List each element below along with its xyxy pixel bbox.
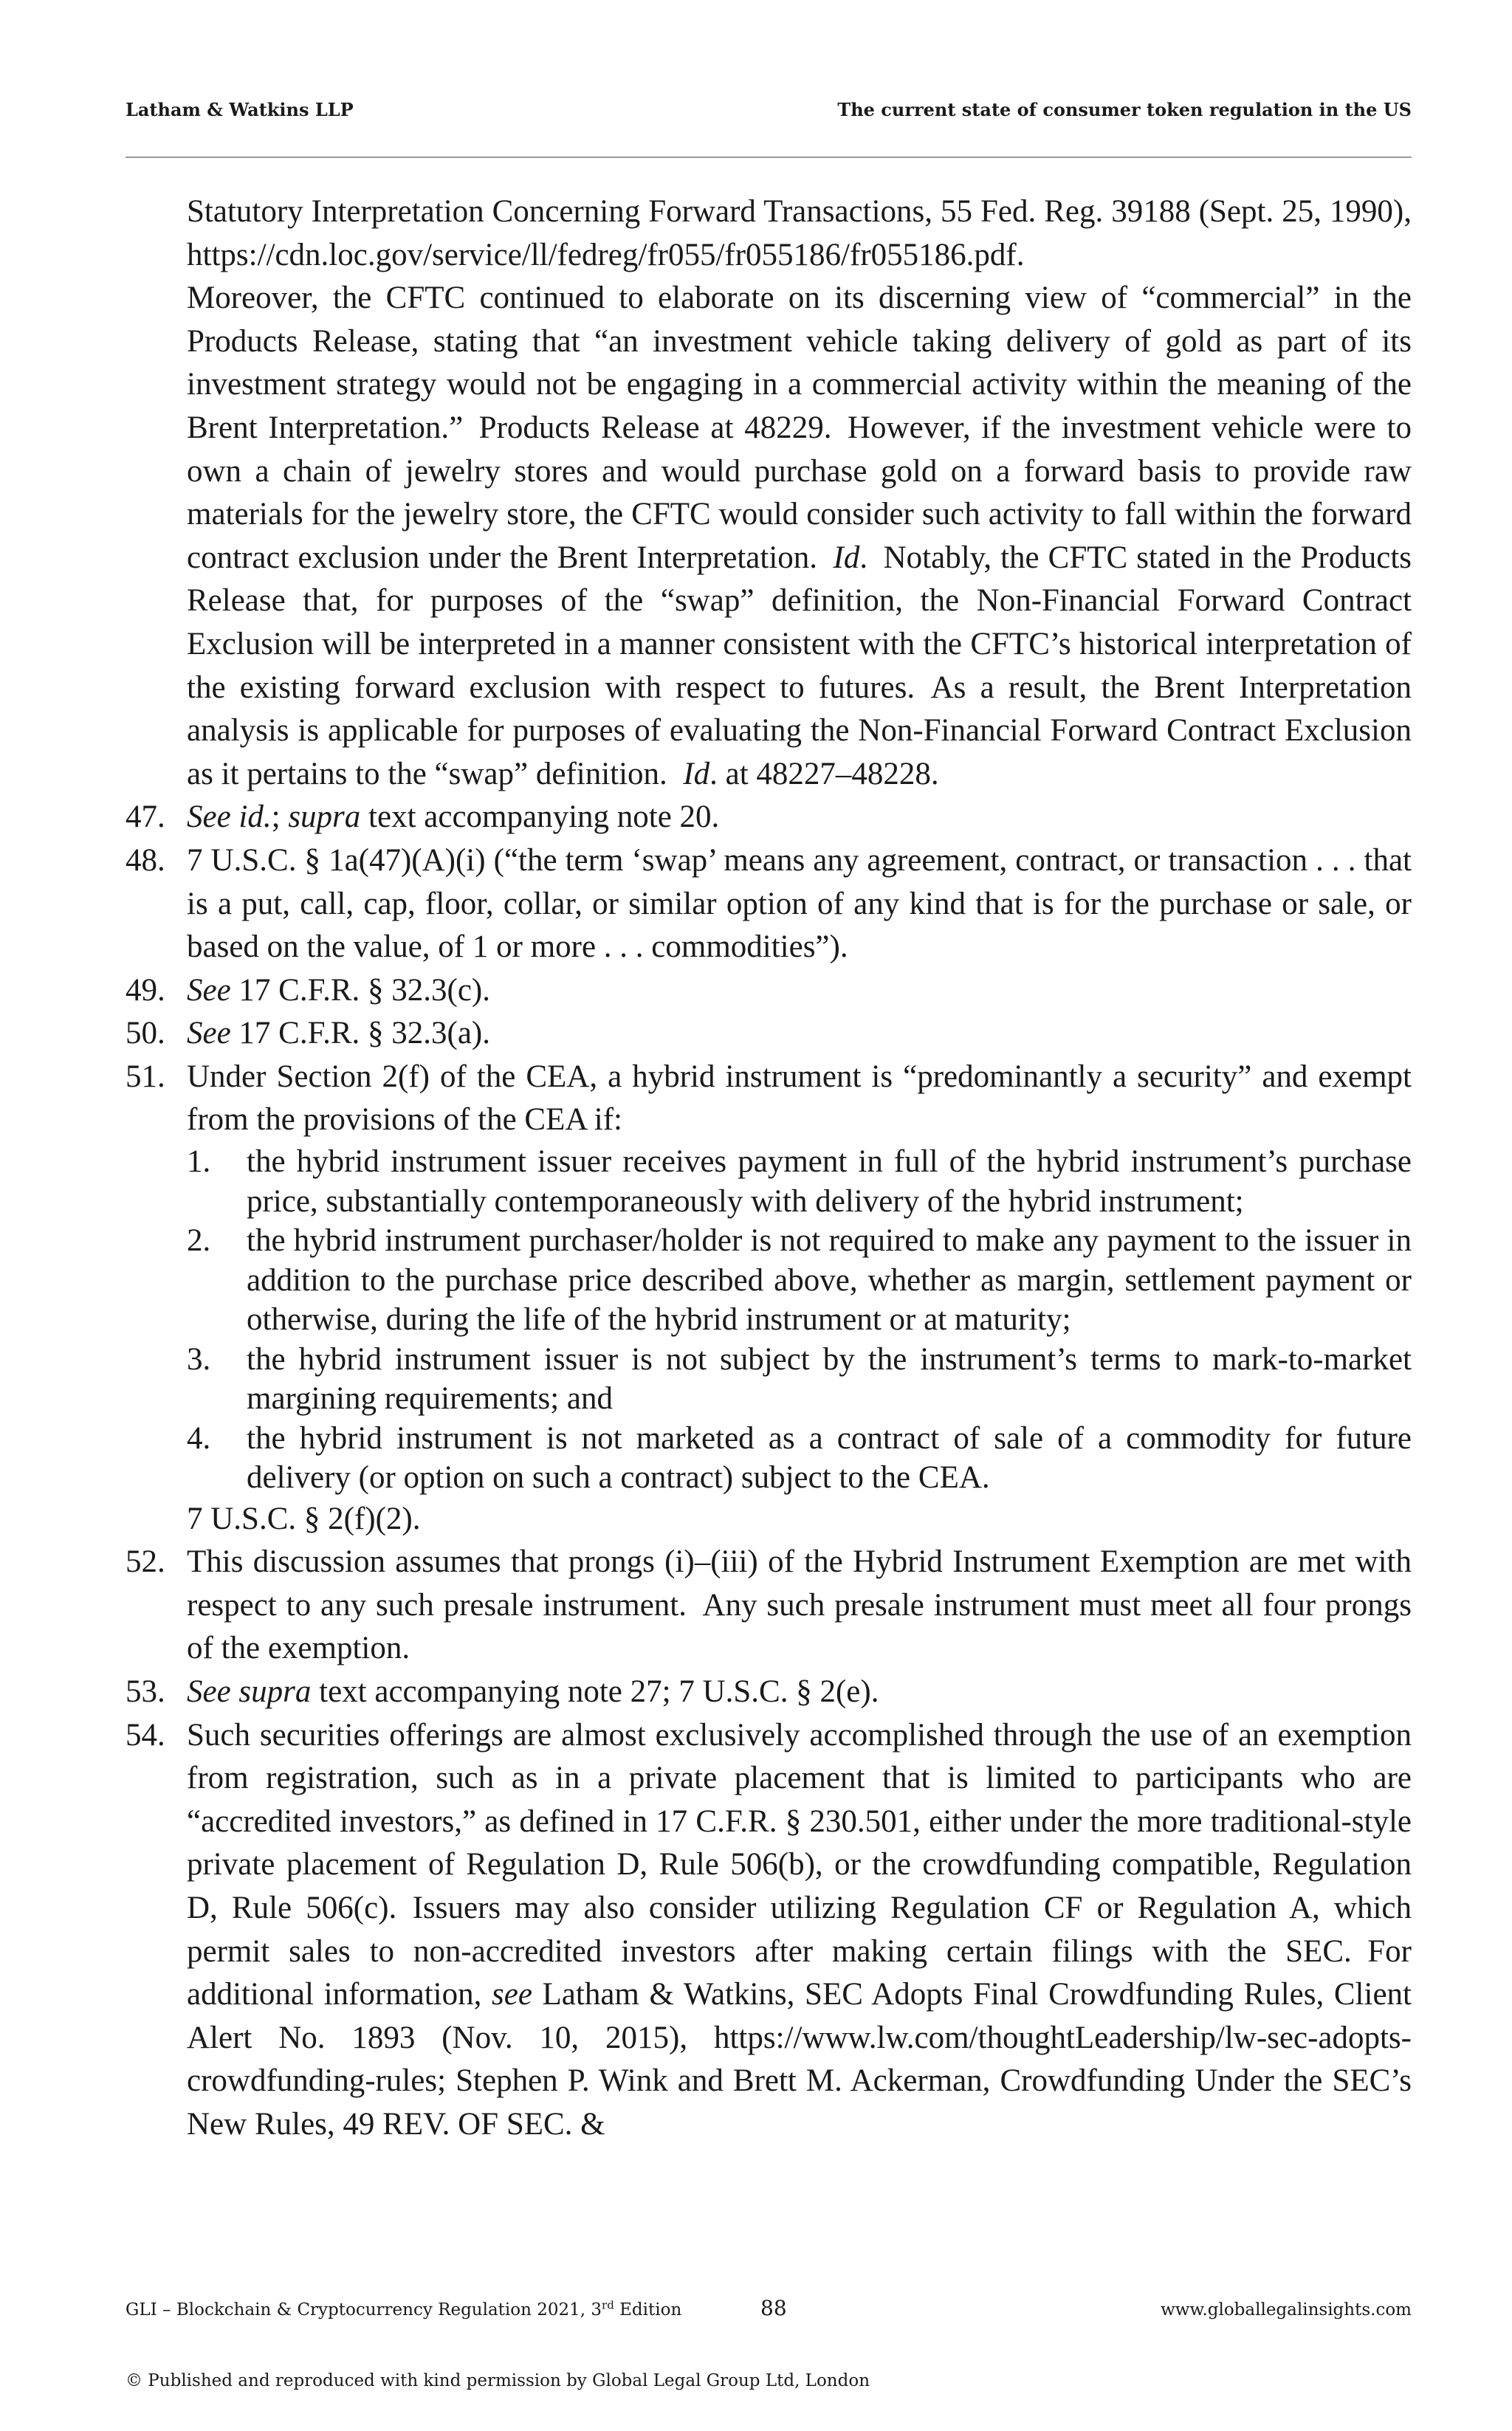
list-item-number: 4. bbox=[187, 1420, 211, 1456]
footnote-51-citation: 7 U.S.C. § 2(f)(2). bbox=[187, 1501, 421, 1536]
continuation-text: . at 48227–48228. bbox=[709, 756, 939, 791]
footer-copyright: © Published and reproduced with kind permission by Global Legal Group Ltd, London bbox=[126, 2371, 870, 2390]
italic-supra: supra bbox=[288, 800, 361, 835]
footnote-number: 47. bbox=[126, 800, 165, 835]
list-item-number: 1. bbox=[187, 1144, 211, 1180]
footer-website: www.globallegalinsights.com bbox=[1161, 2300, 1412, 2320]
footnote-52 bbox=[126, 1541, 1412, 1671]
footnote-number: 51. bbox=[126, 1059, 165, 1094]
footnote-49 bbox=[126, 969, 1412, 1013]
footnote-number: 54. bbox=[126, 1717, 165, 1753]
footnote-text: Latham & Watkins, SEC Adopts Final Crowdfunding Rules, Client Alert No. 1893 (Nov. 10, 2015), https://www.lw.com/thoughtLeadership/lw-sec-adopts-crowdfunding-rules; Stephen P. Wink and Brett M. Ackerman, Crowdfunding Under the SEC’s New Rules, 49 REV. OF SEC. & bbox=[187, 1977, 1412, 2142]
header-divider bbox=[126, 157, 1412, 158]
footnote-number: 48. bbox=[126, 842, 165, 878]
footnote-text: text accompanying note 20. bbox=[360, 800, 720, 835]
footer-edition-text: Edition bbox=[614, 2300, 682, 2320]
footnote-number: 49. bbox=[126, 972, 165, 1008]
footnote-47 bbox=[126, 796, 1412, 839]
footnote-51-item-4 bbox=[126, 1419, 1412, 1498]
footnote-48 bbox=[126, 839, 1412, 969]
footer-edition-superscript: rd bbox=[602, 2298, 614, 2312]
list-item-text: the hybrid instrument issuer is not subject by the instrument’s terms to mark-to-market margining requirements; and bbox=[247, 1341, 1412, 1417]
footnote-51-item-3 bbox=[126, 1340, 1412, 1419]
italic-id: Id bbox=[833, 540, 860, 575]
italic-see-supra: See supra bbox=[187, 1674, 312, 1709]
italic-see: See bbox=[187, 972, 231, 1008]
list-item-number: 3. bbox=[187, 1341, 211, 1377]
italic-id: Id bbox=[683, 756, 710, 791]
header-article-title: The current state of consumer token regulation in the US bbox=[837, 99, 1412, 120]
list-item-text: the hybrid instrument issuer receives payment in full of the hybrid instrument’s purchase price, substantially contemporaneously with delivery of the hybrid instrument; bbox=[247, 1144, 1412, 1219]
footnote-text: This discussion assumes that prongs (i)–(iii) of the Hybrid Instrument Exemption are met with respect to any such presale instrument. Any such presale instrument must meet all four prongs of the exemption. bbox=[187, 1544, 1412, 1666]
footnote-53 bbox=[126, 1671, 1412, 1714]
footnote-text: Under Section 2(f) of the CEA, a hybrid instrument is “predominantly a security” and exempt from the provisions of the CEA if: bbox=[187, 1059, 1412, 1138]
italic-see: See bbox=[187, 1016, 231, 1051]
footnote-number: 52. bbox=[126, 1544, 165, 1580]
footer-publication-text: GLI – Blockchain & Cryptocurrency Regulation 2021, 3 bbox=[126, 2300, 602, 2320]
footnotes-body bbox=[126, 190, 1412, 2146]
footnote-51-item-2 bbox=[126, 1221, 1412, 1340]
footnote-number: 53. bbox=[126, 1674, 165, 1709]
italic-see: see bbox=[492, 1977, 532, 2012]
footnote-51 bbox=[126, 1056, 1412, 1142]
footnote-54 bbox=[126, 1714, 1412, 2147]
footnote-text: 17 C.F.R. § 32.3(a). bbox=[230, 1016, 490, 1051]
footnote-51-item-1 bbox=[126, 1142, 1412, 1221]
header-publisher: Latham & Watkins LLP bbox=[126, 99, 354, 120]
footnote-text: Such securities offerings are almost exclusively accomplished through the use of an exemption from registration, such as in a private placement that is limited to participants who are “accredited investors,” as defined in 17 C.F.R. § 230.501, either under the more traditional-style private placement of Regulation D, Rule 506(b), or the crowdfunding compatible, Regulation D, Rule 506(c). Issuers may also consider utilizing Regulation CF or Regulation A, which permit sales to non-accredited investors after making certain filings with the SEC. For additional information, bbox=[187, 1717, 1412, 2012]
list-item-number: 2. bbox=[187, 1223, 211, 1259]
footnote-50 bbox=[126, 1012, 1412, 1056]
citation-text: Statutory Interpretation Concerning Forward Transactions, 55 Fed. Reg. 39188 (Sept. 25, 1990), https://cdn.loc.gov/service/ll/fedreg/fr055/fr055186/fr055186.pdf. bbox=[187, 194, 1412, 272]
footnote-text: 17 C.F.R. § 32.3(c). bbox=[230, 972, 490, 1008]
footnote-46-continuation bbox=[126, 190, 1412, 796]
list-item-text: the hybrid instrument is not marketed as a contract of sale of a commodity for future delivery (or option on such a contract) subject to the CEA. bbox=[247, 1420, 1412, 1496]
italic-see-id: See id. bbox=[187, 800, 272, 835]
list-item-text: the hybrid instrument purchaser/holder is not required to make any payment to the issuer in addition to the purchase price described above, whether as margin, settlement payment or otherwise, during the life of the hybrid instrument or at maturity; bbox=[247, 1223, 1412, 1338]
continuation-text: . Notably, the CFTC stated in the Products Release that, for purposes of the “swap” definition, the Non-Financial Forward Contract Exclusion will be interpreted in a manner consistent with the CFTC’s historical interpretation of the existing forward exclusion with respect to futures. As a result, the Brent Interpretation analysis is applicable for purposes of evaluating the Non-Financial Forward Contract Exclusion as it pertains to the “swap” definition. bbox=[187, 540, 1412, 791]
page-number: 88 bbox=[760, 2296, 787, 2320]
separator: ; bbox=[271, 800, 289, 835]
continuation-text: Moreover, the CFTC continued to elaborate on its discerning view of “commercial” in the Products Release, stating that “an investment vehicle taking delivery of gold as part of its investment strategy would not be engaging in a commercial activity within the meaning of the Brent Interpretation.” Products Release at 48229. However, if the investment vehicle were to own a chain of jewelry stores and would purchase gold on a forward basis to provide raw materials for the jewelry store, the CFTC would consider such activity to fall within the forward contract exclusion under the Brent Interpretation. bbox=[187, 281, 1412, 575]
footnote-text: 7 U.S.C. § 1a(47)(A)(i) (“the term ‘swap’ means any agreement, contract, or transaction . . . that is a put, call, cap, floor, collar, or similar option of any kind that is for the purchase or sale, or based on the value, of 1 or more . . . commodities”). bbox=[187, 842, 1412, 965]
footnote-text: text accompanying note 27; 7 U.S.C. § 2(e). bbox=[311, 1674, 879, 1709]
footer-publication bbox=[126, 2300, 681, 2320]
footnote-number: 50. bbox=[126, 1016, 165, 1051]
